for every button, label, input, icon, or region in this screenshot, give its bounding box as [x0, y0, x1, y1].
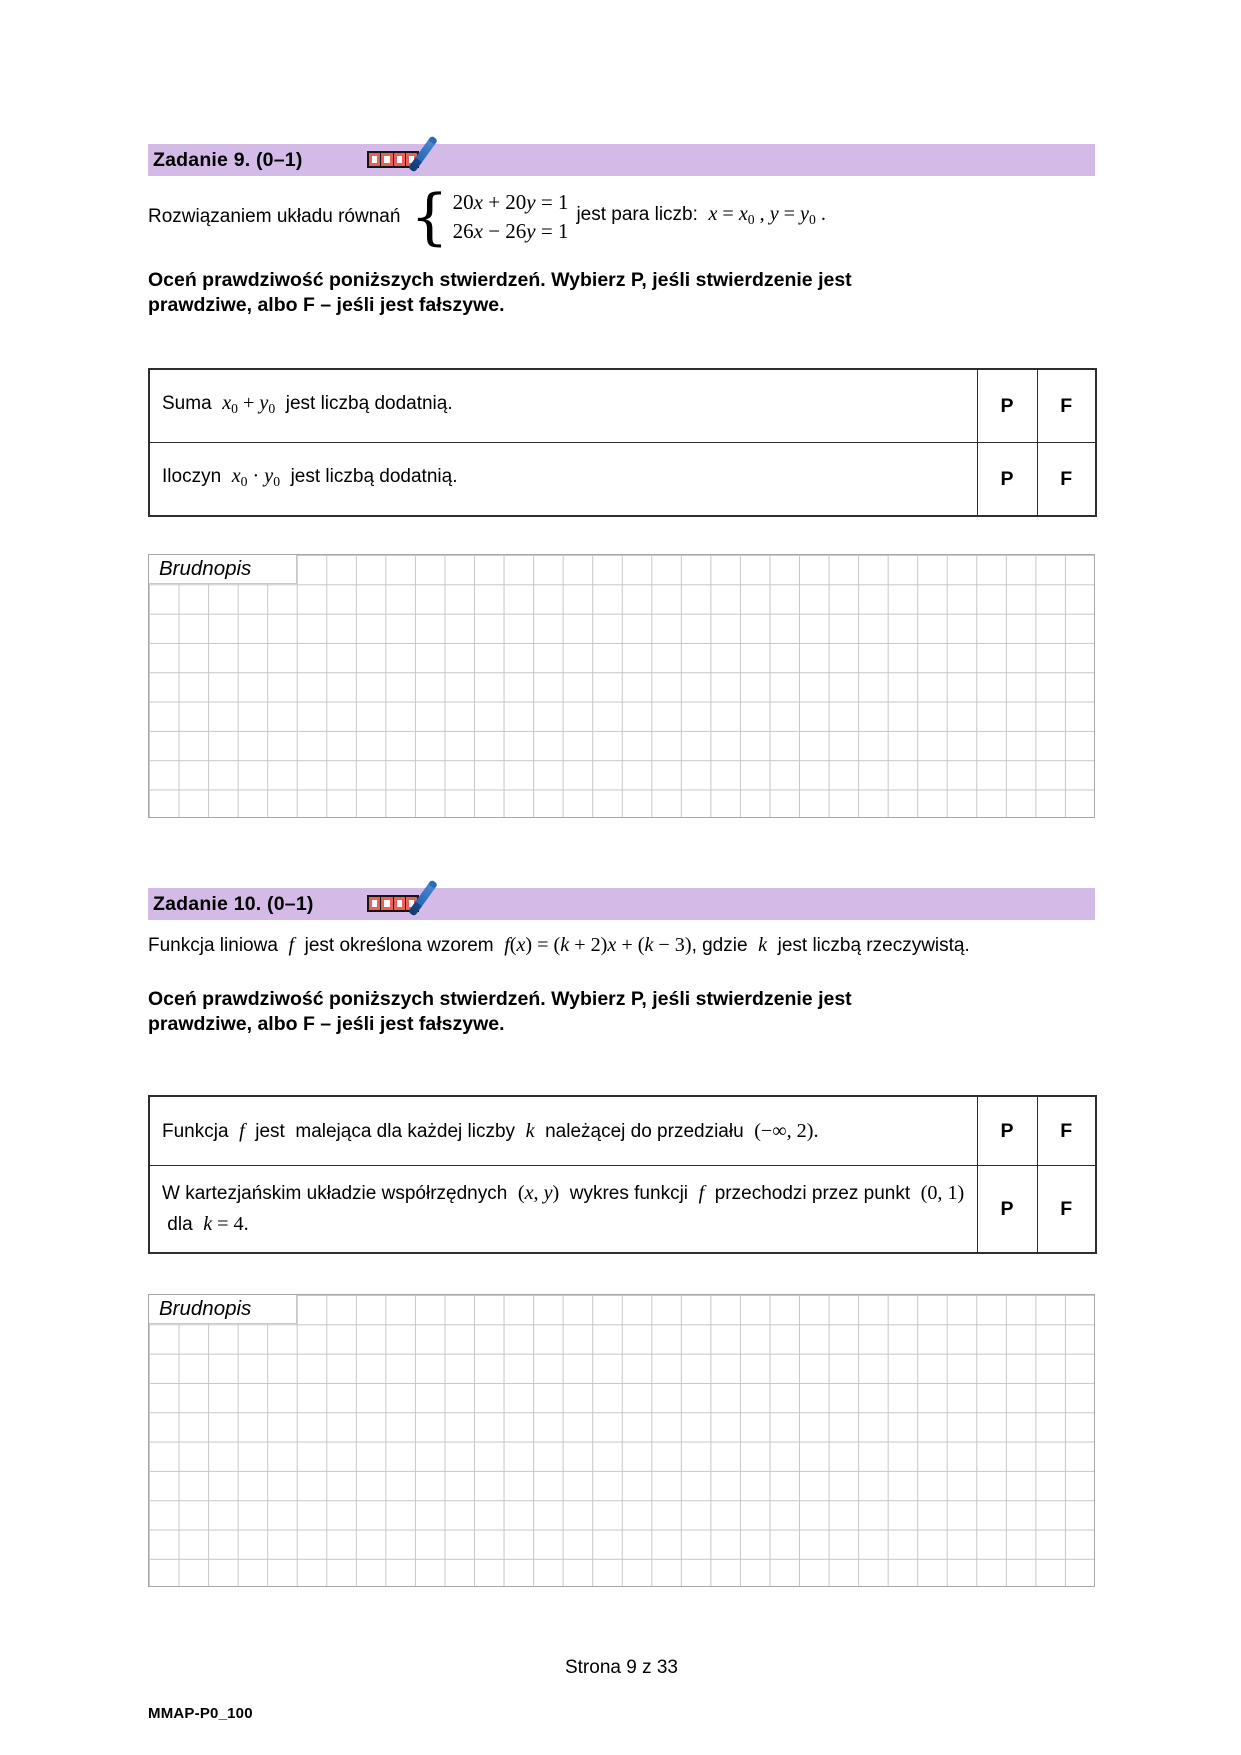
task9-problem: [148, 181, 1095, 253]
task10-header-bar: [148, 888, 1095, 920]
task9-title: Zadanie 9. (0–1): [153, 148, 303, 171]
marker-square-icon: [394, 153, 405, 166]
statement-text: Iloczyn $x_0 \cdot y_0$ jest liczbą dodatnią.: [149, 443, 977, 517]
task10-instruction: [148, 987, 1095, 1037]
equation-system: [410, 181, 569, 253]
task9-problem-prefix: Rozwiązaniem układu równań: [148, 206, 401, 227]
task10-scratch-grid: [148, 1294, 1095, 1587]
answer-p-cell: P: [977, 1096, 1037, 1166]
marker-square-icon: [394, 897, 405, 910]
table-row: [149, 1166, 1096, 1254]
table-row: [149, 1096, 1096, 1166]
statement-text: W kartezjańskim układzie współrzędnych (x, y) wykres funkcji f przechodzi przez punkt (0, 1) dla k = 4.: [149, 1166, 977, 1254]
scratch-grid-label: Brudnopis: [149, 1295, 297, 1324]
marker-square-icon: [369, 897, 380, 910]
page-content: [148, 0, 1095, 1722]
task10-problem: Funkcja liniowa f jest określona wzorem f(x) = (k + 2)x + (k − 3), gdzie k jest liczbą rzeczywistą.: [148, 934, 970, 956]
table-row: [149, 369, 1096, 443]
answer-p-cell: P: [977, 369, 1037, 443]
equation-2: 26x − 26y = 1: [452, 219, 569, 243]
equation-1: 20x + 20y = 1: [452, 190, 569, 214]
instruction-line: Oceń prawdziwość poniższych stwierdzeń. Wybierz P, jeśli stwierdzenie jest: [148, 269, 852, 291]
answer-f-cell: F: [1037, 369, 1096, 443]
task10-title: Zadanie 10. (0–1): [153, 892, 314, 915]
answer-f-cell: F: [1037, 1166, 1096, 1254]
marker-square-icon: [381, 897, 392, 910]
answer-f-cell: F: [1037, 1096, 1096, 1166]
statement-text: Funkcja f jest malejąca dla każdej liczby k należącej do przedziału (−∞, 2).: [149, 1096, 977, 1166]
answer-p-cell: P: [977, 1166, 1037, 1254]
task9-instruction: [148, 268, 1095, 318]
equation-lines: [453, 188, 569, 246]
instruction-line: Oceń prawdziwość poniższych stwierdzeń. Wybierz P, jeśli stwierdzenie jest: [148, 988, 852, 1010]
exam-sheet-code: MMAP-P0_100: [148, 1705, 253, 1722]
answer-p-cell: P: [977, 443, 1037, 517]
table-row: [149, 443, 1096, 517]
marker-square-icon: [369, 153, 380, 166]
statement-text: Suma $x_0 + y_0$ jest liczbą dodatnią.: [149, 369, 977, 443]
curly-brace: {: [410, 181, 449, 253]
task9-scratch-grid: [148, 554, 1095, 818]
instruction-line: prawdziwe, albo F – jeśli jest fałszywe.: [148, 294, 505, 316]
marker-square-icon: [381, 153, 392, 166]
task9-header-bar: [148, 144, 1095, 176]
task9-statements-table: [148, 368, 1097, 517]
instruction-line: prawdziwe, albo F – jeśli jest fałszywe.: [148, 1013, 505, 1035]
task10-statements-table: [148, 1095, 1097, 1254]
scratch-grid-label: Brudnopis: [149, 555, 297, 584]
answer-f-cell: F: [1037, 443, 1096, 517]
page-number: Strona 9 z 33: [564, 1657, 679, 1678]
task9-problem-suffix: jest para liczb: $x = x_0$ , $y = y_0$ .: [576, 202, 826, 228]
